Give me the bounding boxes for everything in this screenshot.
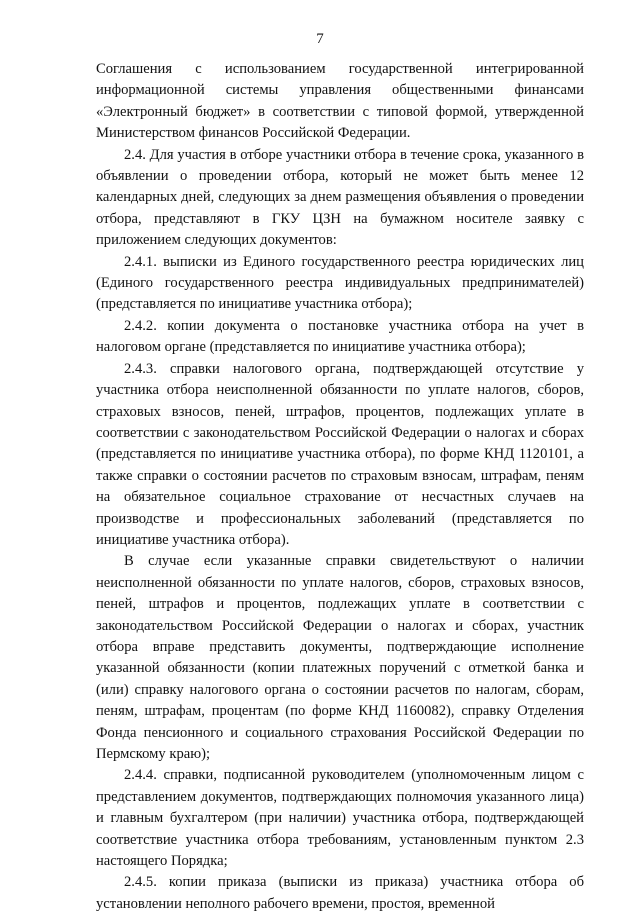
paragraph-clause-2-4-5: 2.4.5. копии приказа (выписки из приказа) участника отбора об установлении неполного рабочего времени, простоя, временной bbox=[96, 874, 584, 912]
paragraph-continuation: Соглашения с использованием государственной интегрированной информационной системы управления общественными финансами «Электронный бюджет» в соответствии с типовой формой, утвержденной Министерством финансов Российской Федерации. bbox=[96, 61, 584, 142]
page-number: 7 bbox=[316, 31, 324, 47]
paragraph-clause-2-4-2: 2.4.2. копии документа о постановке участника отбора на учет в налоговом органе (представляется по инициативе участника отбора); bbox=[96, 317, 584, 356]
paragraph-exception-note: В случае если указанные справки свидетельствуют о наличии неисполненной обязанности по уплате налогов, сборов, страховых взносов, пеней, штрафов и процентов, подлежащих уплате в соответствии с законодательством Российской Федерации о налогах и сборах, участник отбора вправе представить документы, подтверждающие исполнение указанной обязанности (копии платежных поручений с отметкой банка и (или) справку налогового органа о состоянии расчетов по налогам, сборам, пеням, штрафам, процентам (по форме КНД 1160082), справку Отделения Фонда пенсионного и социального страхования Российской Федерации по Пермскому краю); bbox=[96, 553, 584, 762]
paragraph-clause-2-4: 2.4. Для участия в отборе участники отбора в течение срока, указанного в объявлении о проведении отбора, который не может быть менее 12 календарных дней, следующих за днем размещения объявления о проведении отбора, представляют в ГКУ ЦЗН на бумажном носителе заявку с приложением следующих документов: bbox=[96, 146, 584, 249]
paragraph-clause-2-4-1: 2.4.1. выписки из Единого государственного реестра юридических лиц (Единого государственного реестра индивидуальных предпринимателей) (представляется по инициативе участника отбора); bbox=[96, 253, 584, 313]
document-body bbox=[96, 59, 584, 915]
paragraph-clause-2-4-3: 2.4.3. справки налогового органа, подтверждающей отсутствие у участника отбора неисполненной обязанности по уплате налогов, сборов, страховых взносов, пеней, штрафов, процентов, подлежащих уплате в соответствии с законодательством Российской Федерации о налогах и сборах (представляется по инициативе участника отбора), по форме КНД 1120101, а также справки о состоянии расчетов по страховым взносам, штрафам, пеням на обязательное социальное страхование от несчастных случаев на производстве и профессиональных заболеваний (представляется по инициативе участника отбора). bbox=[96, 360, 584, 548]
paragraph-clause-2-4-4: 2.4.4. справки, подписанной руководителем (уполномоченным лицом с представлением документов, подтверждающих полномочия указанного лица) и главным бухгалтером (при наличии) участника отбора, подтверждающей соответствие участника отбора требованиям, установленным пунктом 2.3 настоящего Порядка; bbox=[96, 767, 584, 870]
